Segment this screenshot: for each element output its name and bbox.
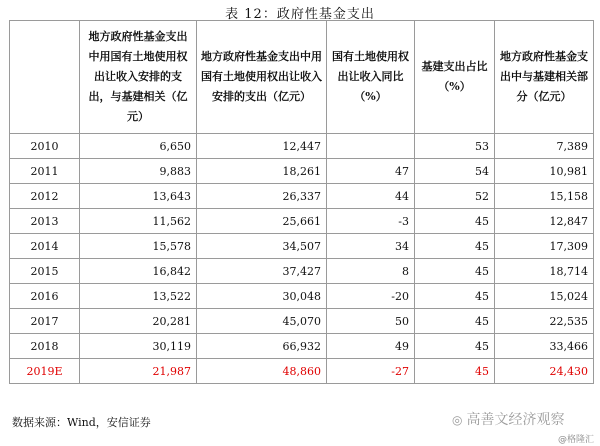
table-row <box>10 309 594 334</box>
cell-yoy: 8 <box>327 259 415 284</box>
cell-fund-infra: 15,158 <box>495 184 594 209</box>
table-row <box>10 184 594 209</box>
cell-land-infra: 15,578 <box>80 234 197 259</box>
cell-land-spending: 18,261 <box>197 159 327 184</box>
cell-infra-share: 52 <box>415 184 495 209</box>
data-table <box>9 20 594 384</box>
cell-yoy <box>327 134 415 159</box>
cell-year: 2017 <box>10 309 80 334</box>
cell-yoy: 50 <box>327 309 415 334</box>
cell-yoy: 34 <box>327 234 415 259</box>
cell-year: 2019E <box>10 359 80 384</box>
table-row <box>10 259 594 284</box>
cell-infra-share: 53 <box>415 134 495 159</box>
cell-fund-infra: 22,535 <box>495 309 594 334</box>
cell-fund-infra: 15,024 <box>495 284 594 309</box>
cell-land-infra: 9,883 <box>80 159 197 184</box>
cell-land-infra: 21,987 <box>80 359 197 384</box>
cell-land-spending: 30,048 <box>197 284 327 309</box>
cell-fund-infra: 18,714 <box>495 259 594 284</box>
cell-infra-share: 45 <box>415 334 495 359</box>
cell-yoy: 49 <box>327 334 415 359</box>
cell-land-infra: 6,650 <box>80 134 197 159</box>
table-row <box>10 234 594 259</box>
cell-infra-share: 45 <box>415 309 495 334</box>
header-row <box>10 21 594 134</box>
header-land-infra-spending: 地方政府性基金支出中用国有土地使用权出让收入安排的支出，与基建相关（亿元） <box>80 21 197 134</box>
cell-land-spending: 34,507 <box>197 234 327 259</box>
header-land-spending: 地方政府性基金支出中用国有土地使用权出让收入安排的支出（亿元） <box>197 21 327 134</box>
cell-infra-share: 45 <box>415 234 495 259</box>
cell-year: 2015 <box>10 259 80 284</box>
cell-year: 2018 <box>10 334 80 359</box>
cell-year: 2016 <box>10 284 80 309</box>
cell-year: 2012 <box>10 184 80 209</box>
cell-fund-infra: 24,430 <box>495 359 594 384</box>
cell-year: 2010 <box>10 134 80 159</box>
cell-infra-share: 45 <box>415 259 495 284</box>
cell-year: 2014 <box>10 234 80 259</box>
cell-land-spending: 12,447 <box>197 134 327 159</box>
header-land-revenue-yoy: 国有土地使用权出让收入同比（%） <box>327 21 415 134</box>
cell-fund-infra: 7,389 <box>495 134 594 159</box>
cell-land-infra: 20,281 <box>80 309 197 334</box>
cell-yoy: -20 <box>327 284 415 309</box>
cell-land-infra: 11,562 <box>80 209 197 234</box>
cell-fund-infra: 12,847 <box>495 209 594 234</box>
cell-year: 2013 <box>10 209 80 234</box>
cell-year: 2011 <box>10 159 80 184</box>
cell-land-infra: 13,643 <box>80 184 197 209</box>
cell-yoy: -27 <box>327 359 415 384</box>
table-row <box>10 284 594 309</box>
cell-infra-share: 45 <box>415 359 495 384</box>
wechat-icon: ◎ <box>452 413 463 427</box>
cell-fund-infra: 33,466 <box>495 334 594 359</box>
cell-yoy: 44 <box>327 184 415 209</box>
cell-yoy: 47 <box>327 159 415 184</box>
cell-infra-share: 45 <box>415 209 495 234</box>
cell-yoy: -3 <box>327 209 415 234</box>
table-row-estimate <box>10 359 594 384</box>
table-row <box>10 334 594 359</box>
cell-land-spending: 45,070 <box>197 309 327 334</box>
cell-infra-share: 45 <box>415 284 495 309</box>
table-title: 表 12：政府性基金支出 <box>225 7 375 22</box>
table-row <box>10 159 594 184</box>
table-row <box>10 134 594 159</box>
corner-tag: @格隆汇 <box>557 435 594 445</box>
cell-fund-infra: 17,309 <box>495 234 594 259</box>
table-row <box>10 209 594 234</box>
header-infra-share: 基建支出占比（%） <box>415 21 495 134</box>
cell-land-infra: 30,119 <box>80 334 197 359</box>
header-year <box>10 21 80 134</box>
source-note: 数据来源：Wind，安信证券 <box>12 416 151 429</box>
watermark <box>452 409 564 429</box>
cell-land-spending: 25,661 <box>197 209 327 234</box>
cell-land-spending: 48,860 <box>197 359 327 384</box>
cell-infra-share: 54 <box>415 159 495 184</box>
cell-land-infra: 16,842 <box>80 259 197 284</box>
cell-land-infra: 13,522 <box>80 284 197 309</box>
header-fund-infra-spending: 地方政府性基金支出中与基建相关部分（亿元） <box>495 21 594 134</box>
watermark-text: 高善文经济观察 <box>466 412 565 428</box>
cell-fund-infra: 10,981 <box>495 159 594 184</box>
cell-land-spending: 37,427 <box>197 259 327 284</box>
cell-land-spending: 26,337 <box>197 184 327 209</box>
cell-land-spending: 66,932 <box>197 334 327 359</box>
